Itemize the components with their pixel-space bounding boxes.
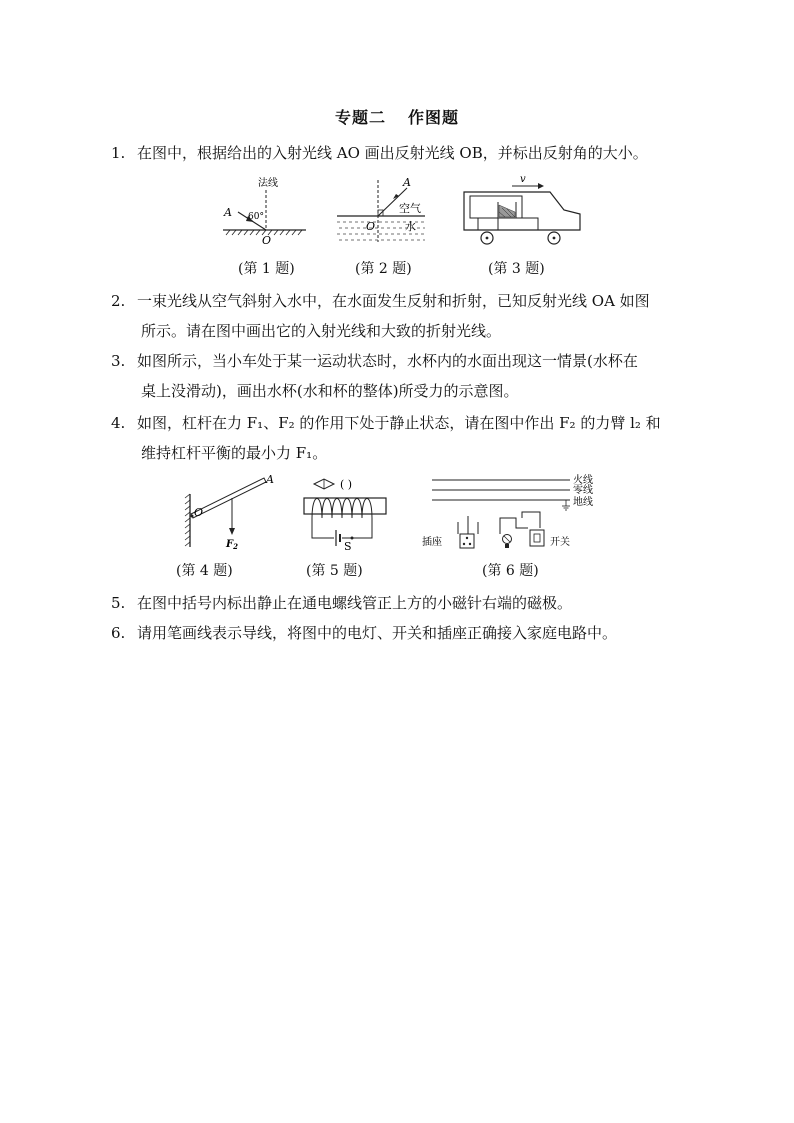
tilted-water: [499, 205, 515, 217]
question-text-line1: 如图，杠杆在力 F₁、F₂ 的作用下处于静止状态，请在图中作出 F₂ 的力臂 l₂ 和: [137, 414, 661, 432]
question-text-line2: 所示。请在图中画出它的入射光线和大致的折射光线。: [141, 322, 502, 340]
figure-2-air-water: [335, 172, 430, 252]
earth-wire-label: 地线: [573, 497, 593, 508]
point-O-label: O: [366, 220, 376, 233]
question-number: 2.: [111, 292, 126, 310]
figure-4-lever: [180, 474, 280, 554]
figure-5-caption: (第 5 题): [306, 563, 363, 579]
question-3: [111, 346, 691, 406]
ground-symbol: [562, 500, 570, 510]
question-2: [111, 286, 691, 346]
force-F2-arrow: [229, 528, 235, 535]
socket-label: 插座: [422, 537, 442, 548]
question-number: 3.: [111, 352, 126, 370]
lamp-wiring: [500, 518, 528, 534]
title-part2: 作图题: [408, 108, 460, 127]
question-text-line1: 一束光线从空气斜射入水中，在水面发生反射和折射，已知反射光线 OA 如图: [137, 292, 650, 310]
question-number: 4.: [111, 414, 126, 432]
point-O-label: O: [262, 234, 272, 247]
question-text: 在图中括号内标出静止在通电螺线管正上方的小磁针右端的磁极。: [137, 594, 573, 612]
figure-6-household-circuit: [420, 472, 610, 557]
force-F2-label: $F_2$: [226, 539, 238, 551]
switch-label: 开关: [550, 537, 570, 548]
circuit-wire: [312, 518, 372, 538]
question-5: [111, 588, 691, 618]
question-text: 请用笔画线表示导线，将图中的电灯、开关和插座正确接入家庭电路中。: [137, 624, 618, 642]
question-number: 6.: [111, 624, 126, 642]
neutral-wire-label: 零线: [573, 485, 593, 496]
normal-label: 法线: [258, 178, 278, 189]
figure-6-caption: (第 6 题): [482, 563, 539, 579]
point-A-label: A: [266, 473, 274, 486]
socket-icon: [460, 534, 474, 548]
angle-label: 60°: [248, 212, 264, 222]
socket-terminals: [458, 516, 478, 534]
table: [478, 218, 538, 230]
pole-bracket: ( ): [340, 478, 353, 491]
velocity-label: v: [520, 174, 526, 185]
figure-5-solenoid: [298, 474, 398, 554]
figure-3-caption: (第 3 题): [488, 261, 545, 277]
point-A-label: A: [403, 176, 411, 189]
question-6: [111, 618, 691, 648]
point-A-label: A: [224, 206, 232, 219]
figure-3-car: [460, 172, 585, 252]
switch-icon: [530, 530, 544, 546]
page-title: [0, 105, 794, 128]
switch-wiring: [522, 512, 540, 528]
question-1: [111, 138, 691, 168]
solenoid-coils: [312, 499, 372, 519]
question-text-line2: 桌上没滑动)，画出水杯(水和杯的整体)所受力的示意图。: [141, 382, 519, 400]
question-number: 1.: [111, 144, 126, 162]
switch-S-label: S: [344, 540, 352, 553]
figure-1-caption: (第 1 题): [238, 261, 295, 277]
wall-hatching: [185, 494, 190, 546]
water-label: 水: [405, 220, 416, 233]
question-number: 5.: [111, 594, 126, 612]
figure-1-reflection: [218, 172, 313, 252]
velocity-arrow-head: [538, 183, 544, 189]
question-text-line1: 如图所示，当小车处于某一运动状态时，水杯内的水面出现这一情景(水杯在: [137, 352, 638, 370]
figure-4-caption: (第 4 题): [176, 563, 233, 579]
question-text-line2: 维持杠杆平衡的最小力 F₁。: [141, 444, 328, 462]
figure-2-caption: (第 2 题): [355, 261, 412, 277]
point-O-label: O: [194, 506, 204, 519]
title-part1: 专题二: [334, 108, 386, 127]
air-label: 空气: [399, 202, 421, 215]
live-wire-label: 火线: [573, 475, 593, 486]
question-4: [111, 408, 691, 468]
question-text: 在图中，根据给出的入射光线 AO 画出反射光线 OB，并标出反射角的大小。: [137, 144, 648, 162]
